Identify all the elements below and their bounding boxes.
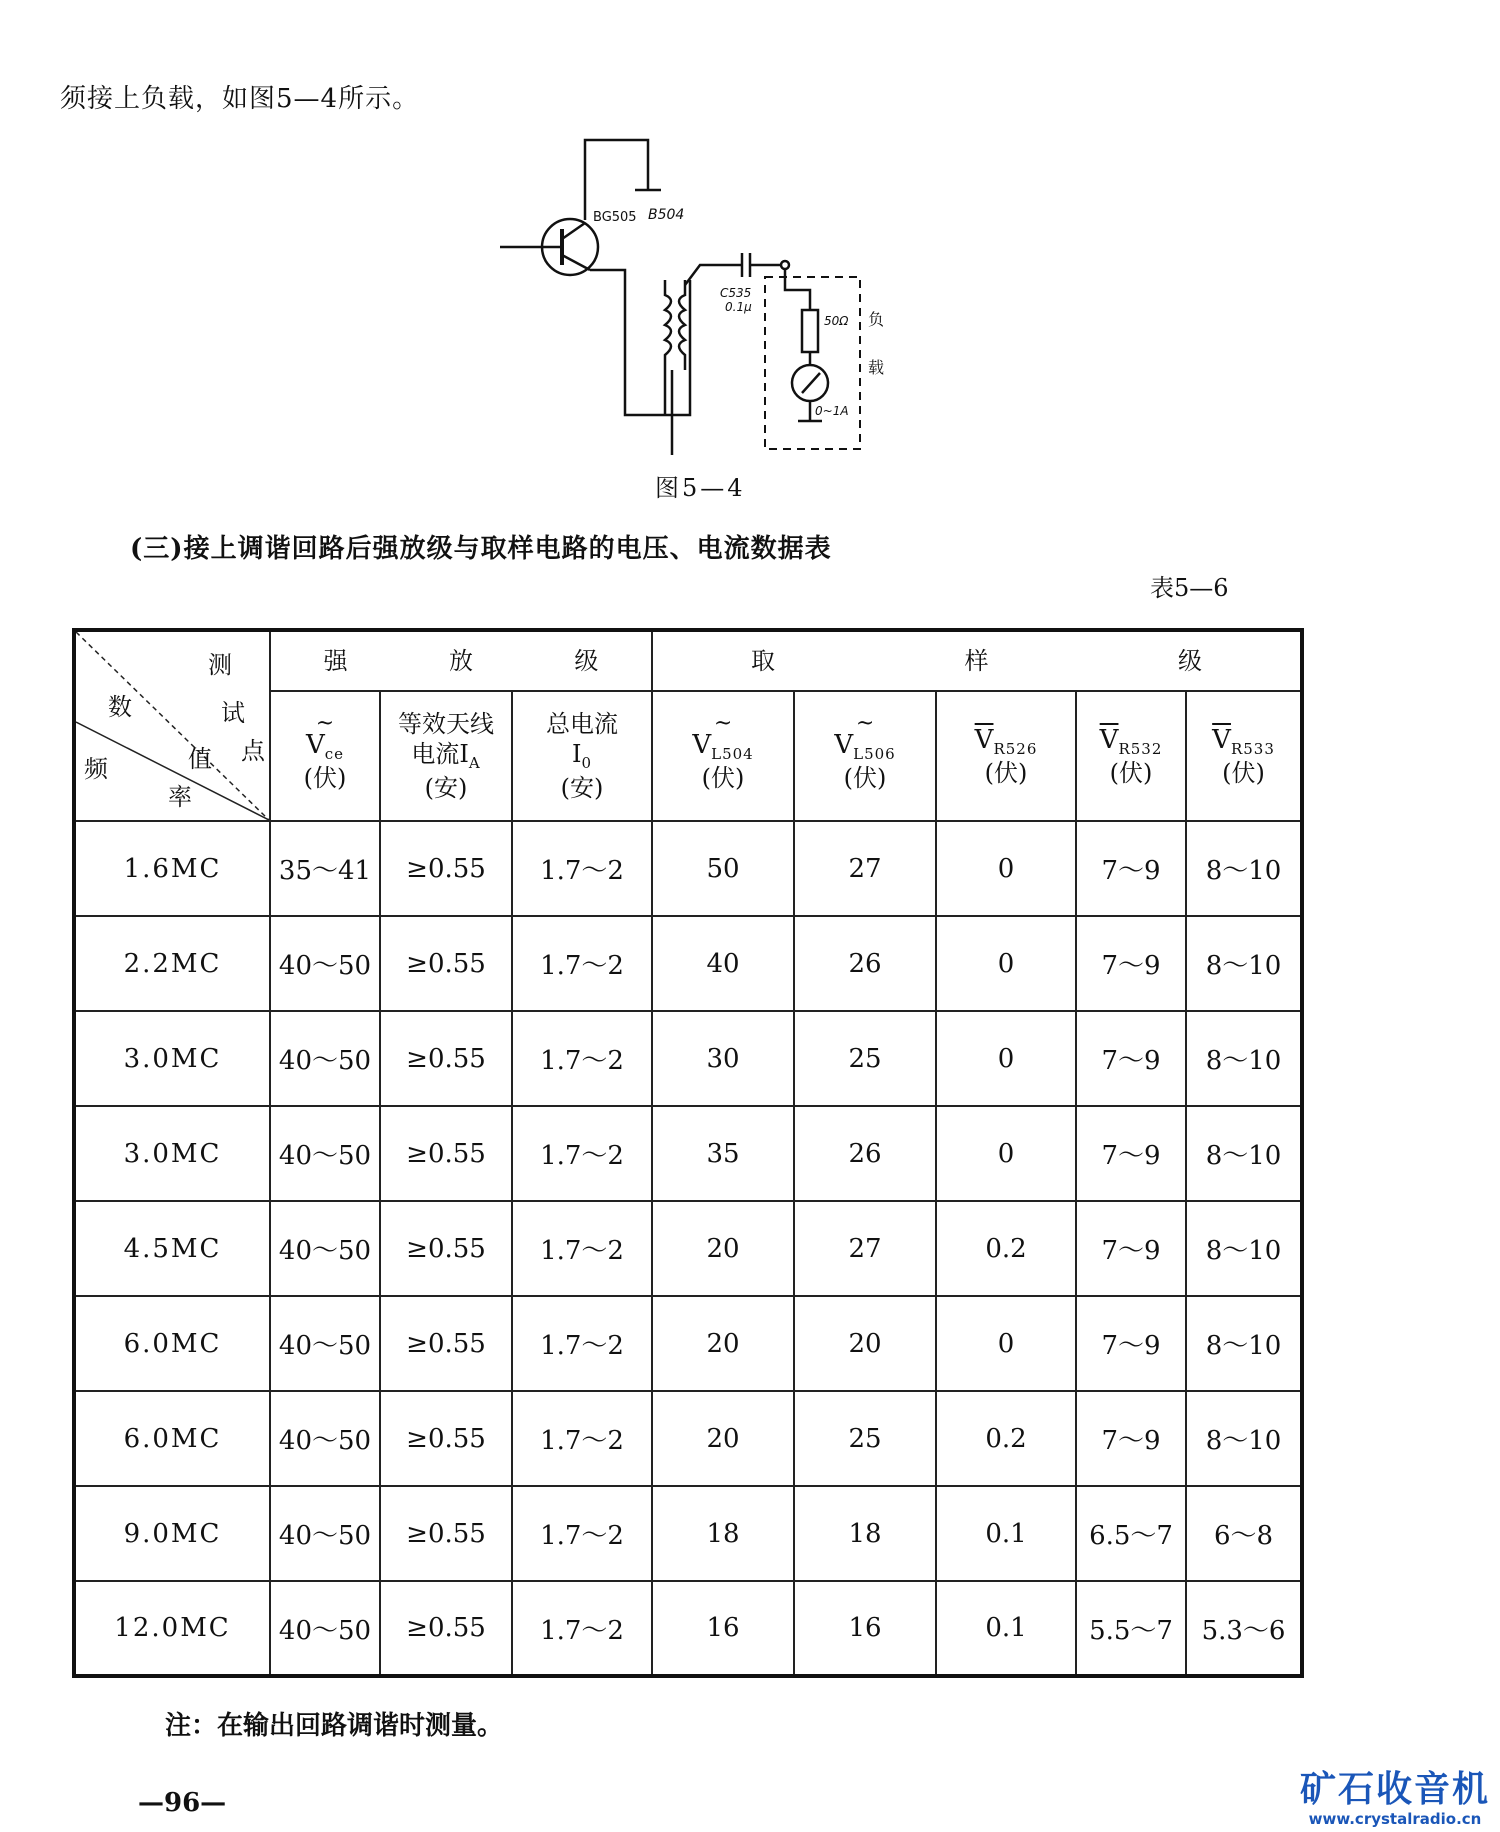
cell-frequency: 3.0MC (74, 1011, 270, 1106)
cell-vce: 40～50 (270, 916, 380, 1011)
cell-total-current: 1.7～2 (512, 1011, 652, 1106)
page-number: —96— (138, 1788, 227, 1818)
cell-vce: 40～50 (270, 1486, 380, 1581)
table-row (74, 1391, 1302, 1486)
corner-freq-2: 率 (168, 783, 192, 811)
table-row (74, 821, 1302, 916)
cell-vr532: 7～9 (1076, 1391, 1186, 1486)
cell-vr532: 6.5～7 (1076, 1486, 1186, 1581)
cell-total-current: 1.7～2 (512, 821, 652, 916)
figure-caption: 图5—4 (655, 474, 746, 502)
cell-total-current: 1.7～2 (512, 916, 652, 1011)
cell-vce: 40～50 (270, 1011, 380, 1106)
cell-vr526: 0.1 (936, 1581, 1076, 1676)
sample-group-char-2: 样 (964, 647, 989, 675)
corner-header-cell (74, 630, 270, 821)
cell-antenna-current: ≥0.55 (380, 821, 512, 916)
col-header-antenna-current: 等效天线 电流$I_A$ (安) (380, 691, 512, 821)
intro-text: 须接上负载，如图5—4所示。 (60, 84, 420, 114)
cell-vr526: 0 (936, 821, 1076, 916)
cell-antenna-current: ≥0.55 (380, 1581, 512, 1676)
watermark (1300, 1770, 1490, 1828)
sample-group-char-3: 级 (1178, 647, 1203, 675)
table-row (74, 1201, 1302, 1296)
cell-vr533: 8～10 (1186, 821, 1302, 916)
cell-vce: 40～50 (270, 1201, 380, 1296)
amp-group-char-3: 级 (574, 647, 599, 675)
corner-value-2: 值 (188, 745, 212, 773)
cell-vl506: 27 (794, 1201, 936, 1296)
meter-range-label: 0~1A (815, 404, 849, 418)
cell-vr532: 7～9 (1076, 1011, 1186, 1106)
cell-frequency: 6.0MC (74, 1391, 270, 1486)
corner-test-1: 测 (208, 651, 232, 679)
sample-group-char-1: 取 (751, 647, 776, 675)
cell-vr526: 0.2 (936, 1201, 1076, 1296)
cell-vl504: 20 (652, 1201, 794, 1296)
capacitor-value-label: 0.1μ (725, 300, 752, 314)
cell-vr526: 0.2 (936, 1391, 1076, 1486)
amplifier-stage-header (270, 630, 652, 691)
cell-vl506: 27 (794, 821, 936, 916)
table-row (74, 1296, 1302, 1391)
cell-vl506: 25 (794, 1391, 936, 1486)
col-header-vce: ~ $V_{ce}$ (伏) (270, 691, 380, 821)
cell-frequency: 12.0MC (74, 1581, 270, 1676)
cell-vce: 40～50 (270, 1296, 380, 1391)
cell-vr532: 5.5～7 (1076, 1581, 1186, 1676)
amp-group-char-1: 强 (323, 647, 348, 675)
cell-vr533: 5.3～6 (1186, 1581, 1302, 1676)
cell-total-current: 1.7～2 (512, 1391, 652, 1486)
cell-vl504: 35 (652, 1106, 794, 1201)
cell-vl504: 50 (652, 821, 794, 916)
cell-vce: 35～41 (270, 821, 380, 916)
table-body (74, 821, 1302, 1676)
cell-vr533: 8～10 (1186, 1201, 1302, 1296)
cell-vr526: 0 (936, 916, 1076, 1011)
col-header-vl506: ~ $V_{L506}$ (伏) (794, 691, 936, 821)
col-header-vr526: $\overline{V}_{R526}$ (伏) (936, 691, 1076, 821)
cell-vl504: 18 (652, 1486, 794, 1581)
transistor-label: BG505 (593, 210, 637, 225)
cell-vl506: 26 (794, 916, 936, 1011)
load-label-1: 负 (868, 310, 885, 329)
cell-vr532: 7～9 (1076, 916, 1186, 1011)
cell-vl504: 16 (652, 1581, 794, 1676)
cell-antenna-current: ≥0.55 (380, 1296, 512, 1391)
cell-vl506: 26 (794, 1106, 936, 1201)
cell-vl504: 40 (652, 916, 794, 1011)
cell-vr533: 8～10 (1186, 1011, 1302, 1106)
cell-vr533: 8～10 (1186, 1391, 1302, 1486)
cell-frequency: 9.0MC (74, 1486, 270, 1581)
cell-frequency: 6.0MC (74, 1296, 270, 1391)
col-header-vr533: $\overline{V}_{R533}$ (伏) (1186, 691, 1302, 821)
table-row (74, 1581, 1302, 1676)
amp-group-char-2: 放 (449, 647, 474, 675)
cell-vl506: 16 (794, 1581, 936, 1676)
cell-vce: 40～50 (270, 1581, 380, 1676)
footnote: 注：在输出回路调谐时测量。 (165, 1711, 504, 1741)
cell-vl504: 20 (652, 1391, 794, 1486)
cell-vr533: 8～10 (1186, 916, 1302, 1011)
transformer-label: B504 (648, 207, 685, 223)
cell-frequency: 2.2MC (74, 916, 270, 1011)
cell-vl504: 30 (652, 1011, 794, 1106)
cell-frequency: 4.5MC (74, 1201, 270, 1296)
watermark-url: www.crystalradio.cn (1308, 1810, 1482, 1828)
corner-value-1: 数 (108, 693, 132, 721)
sampling-stage-header (652, 630, 1302, 691)
resistor-symbol (802, 310, 818, 352)
col-header-vr532: $\overline{V}_{R532}$ (伏) (1076, 691, 1186, 821)
col-header-vl504: ~ $V_{L504}$ (伏) (652, 691, 794, 821)
circuit-figure (480, 125, 900, 465)
resistor-label: 50Ω (824, 314, 849, 328)
section-title: (三)接上调谐回路后强放级与取样电路的电压、电流数据表 (130, 534, 832, 564)
cell-vr532: 7～9 (1076, 1106, 1186, 1201)
cell-vce: 40～50 (270, 1391, 380, 1486)
cell-antenna-current: ≥0.55 (380, 1391, 512, 1486)
cell-vce: 40～50 (270, 1106, 380, 1201)
cell-antenna-current: ≥0.55 (380, 1486, 512, 1581)
corner-test-3: 点 (241, 737, 265, 765)
cell-total-current: 1.7～2 (512, 1201, 652, 1296)
cell-total-current: 1.7～2 (512, 1581, 652, 1676)
cell-vr526: 0 (936, 1296, 1076, 1391)
cell-vl506: 20 (794, 1296, 936, 1391)
cell-antenna-current: ≥0.55 (380, 1201, 512, 1296)
cell-antenna-current: ≥0.55 (380, 1011, 512, 1106)
cell-frequency: 1.6MC (74, 821, 270, 916)
cell-vl506: 25 (794, 1011, 936, 1106)
cell-vr532: 7～9 (1076, 821, 1186, 916)
cell-vr526: 0.1 (936, 1486, 1076, 1581)
table-row (74, 916, 1302, 1011)
table-row (74, 1486, 1302, 1581)
cell-vl506: 18 (794, 1486, 936, 1581)
cell-vr533: 8～10 (1186, 1296, 1302, 1391)
cell-antenna-current: ≥0.55 (380, 1106, 512, 1201)
table-number: 表5—6 (1150, 574, 1229, 602)
cell-vr526: 0 (936, 1011, 1076, 1106)
load-label-2: 载 (868, 358, 885, 377)
cell-vr533: 8～10 (1186, 1106, 1302, 1201)
cell-antenna-current: ≥0.55 (380, 916, 512, 1011)
cell-frequency: 3.0MC (74, 1106, 270, 1201)
cell-total-current: 1.7～2 (512, 1486, 652, 1581)
capacitor-name-label: C535 (720, 286, 752, 300)
data-table (72, 628, 1304, 1678)
cell-total-current: 1.7～2 (512, 1296, 652, 1391)
cell-vr532: 7～9 (1076, 1296, 1186, 1391)
cell-vr532: 7～9 (1076, 1201, 1186, 1296)
corner-test-2: 试 (221, 699, 245, 727)
corner-freq-1: 频 (84, 755, 108, 783)
col-header-total-current: 总电流 $I_0$ (安) (512, 691, 652, 821)
cell-vl504: 20 (652, 1296, 794, 1391)
cell-vr526: 0 (936, 1106, 1076, 1201)
cell-total-current: 1.7～2 (512, 1106, 652, 1201)
watermark-title: 矿石收音机 (1299, 1769, 1490, 1811)
table-row (74, 1011, 1302, 1106)
table-row (74, 1106, 1302, 1201)
cell-vr533: 6～8 (1186, 1486, 1302, 1581)
